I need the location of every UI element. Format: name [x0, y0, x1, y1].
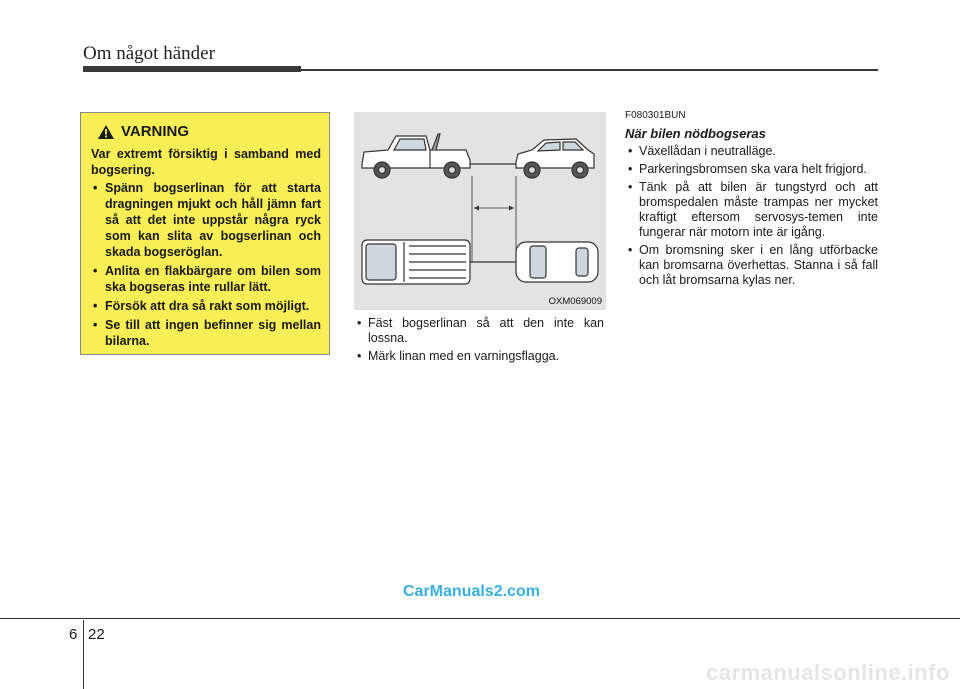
section-title: När bilen nödbogseras: [625, 126, 766, 141]
warning-item: • Spänn bogserlinan för att starta dragningen mjukt och håll jämn fart så att det inte uppstår några ryck som kan slita av bogserlinan och skada bogseröglan.: [91, 180, 321, 260]
right-item: • Växellådan i neutralläge.: [625, 144, 878, 159]
towing-diagram: [354, 112, 606, 310]
warning-item: • Anlita en flakbärgare om bilen som ska bogseras inte rullar lätt.: [91, 263, 321, 295]
warning-item: • Se till att ingen befinner sig mellan bilarna.: [91, 317, 321, 349]
warning-item: • Försök att dra så rakt som möjligt.: [91, 298, 321, 314]
right-item: • Parkeringsbromsen ska vara helt frigjord.: [625, 162, 878, 177]
footer-divider: [83, 620, 84, 689]
page-header-title: Om något händer: [83, 43, 215, 64]
warning-list: [91, 180, 321, 349]
figure-code: OXM069009: [548, 296, 602, 307]
towing-illustration: [354, 112, 606, 310]
tow-truck-side-icon: [362, 134, 470, 178]
tow-truck-top-icon: [362, 240, 470, 284]
footer-rule: [0, 618, 960, 619]
section-code: F080301BUN: [625, 110, 686, 121]
warning-box: [80, 112, 330, 355]
site-watermark: carmanualsonline.info: [706, 660, 950, 685]
page-number: 22: [88, 626, 105, 643]
warning-intro: Var extremt försiktig i samband med bogsering.: [91, 147, 321, 177]
middle-item: • Fäst bogserlinan så att den inte kan lossna.: [354, 316, 604, 346]
towed-suv-top-icon: [516, 242, 598, 282]
middle-list: [354, 316, 604, 367]
right-item: • Tänk på att bilen är tungstyrd och att bromspedalen måste trampas ner mycket kraftigt eftersom servosys-temen inte fungerar när motorn inte är igång.: [625, 180, 878, 240]
towed-suv-side-icon: [516, 139, 594, 178]
middle-item: • Märk linan med en varningsflagga.: [354, 349, 604, 364]
watermark-link[interactable]: CarManuals2.com: [403, 583, 540, 600]
warning-heading: [97, 123, 321, 140]
header-rule-thick: [83, 66, 301, 72]
header-rule-thin: [301, 69, 878, 71]
right-column: [625, 110, 878, 291]
right-item: • Om bromsning sker i en lång utförbacke kan bromsarna överhettas. Stanna i så fall och låt bromsarna kylas ner.: [625, 243, 878, 288]
right-list: [625, 144, 878, 288]
warning-triangle-icon: [97, 124, 115, 140]
chapter-number: 6: [69, 626, 78, 643]
warning-title: VARNING: [121, 123, 190, 140]
